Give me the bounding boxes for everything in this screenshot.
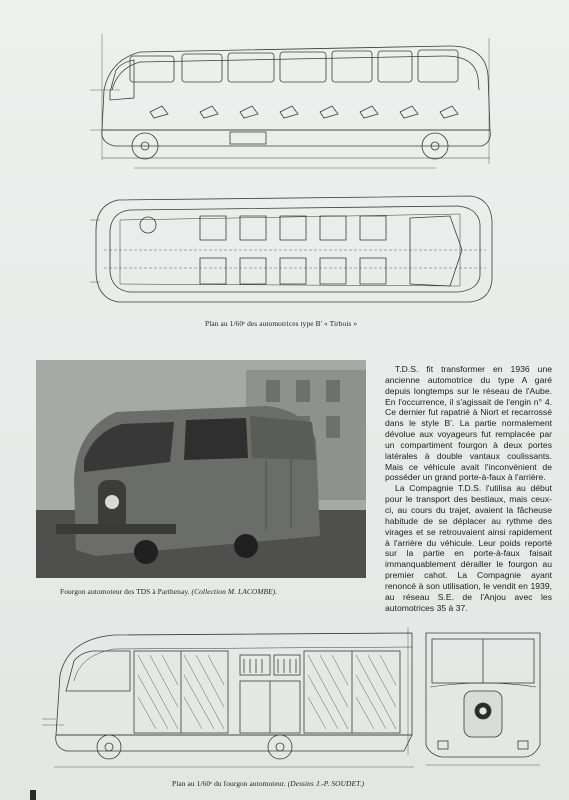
photo-caption: [60, 587, 277, 596]
article-paragraph: La Compagnie T.D.S. l'utilisa au début pour le transport des bestiaux, mais ceux-ci, au cours du trajet, avaient la fâcheuse habitude de se déplacer au rythme des virages et se retrouvaient ainsi rapidement à l'arrière du véhicule. Leur poids reporté sur la partie en porte-à-faux faisait immanquablement dérailler le fourgon au premier cahot. La Compagnie ayant renoncé à son utilisation, le vendit en 1939, au réseau S.E. de l'Anjou avec les automotrices 35 à 37.: [385, 483, 552, 613]
page-corner-mark: [30, 790, 36, 800]
fourgon-plan-caption-credit: (Dessins J.-P. SOUDET.): [287, 779, 365, 788]
fourgon-plan-drawing: [34, 625, 544, 775]
fourgon-photo-image: [36, 360, 366, 578]
fourgon-photo: [36, 360, 366, 578]
photo-caption-credit: (Collection M. LACOMBE).: [191, 587, 278, 596]
fourgon-plan-caption: [172, 779, 364, 788]
photo-caption-main: Fourgon automoteur des TDS à Parthenay.: [60, 587, 190, 596]
fourgon-plan-caption-main: Plan au 1/60ᵉ du fourgon automoteur.: [172, 779, 286, 788]
tirbois-plan-caption: Plan au 1/60ᵉ des automotrices type B' « Tirbois »: [205, 319, 358, 328]
article-text: [385, 364, 552, 613]
tirbois-plan-drawing: [90, 20, 510, 320]
article-paragraph: T.D.S. fit transformer en 1936 une ancienne automotrice du type A garé depuis longtemps sur le réseau de l'Aube. En l'occurrence, il s'agissait de l'engin n° 4. Ce dernier fut rapatrié à Niort et recarrossé dans le style B'. La partie normalement dévolue aux voyageurs fut remplacée par un compartiment fourgon à deux portes latérales à double vantaux coulissants. Mais ce véhicule avait l'inconvénient de posséder un grand porte-à-faux à l'arrière.: [385, 364, 552, 483]
